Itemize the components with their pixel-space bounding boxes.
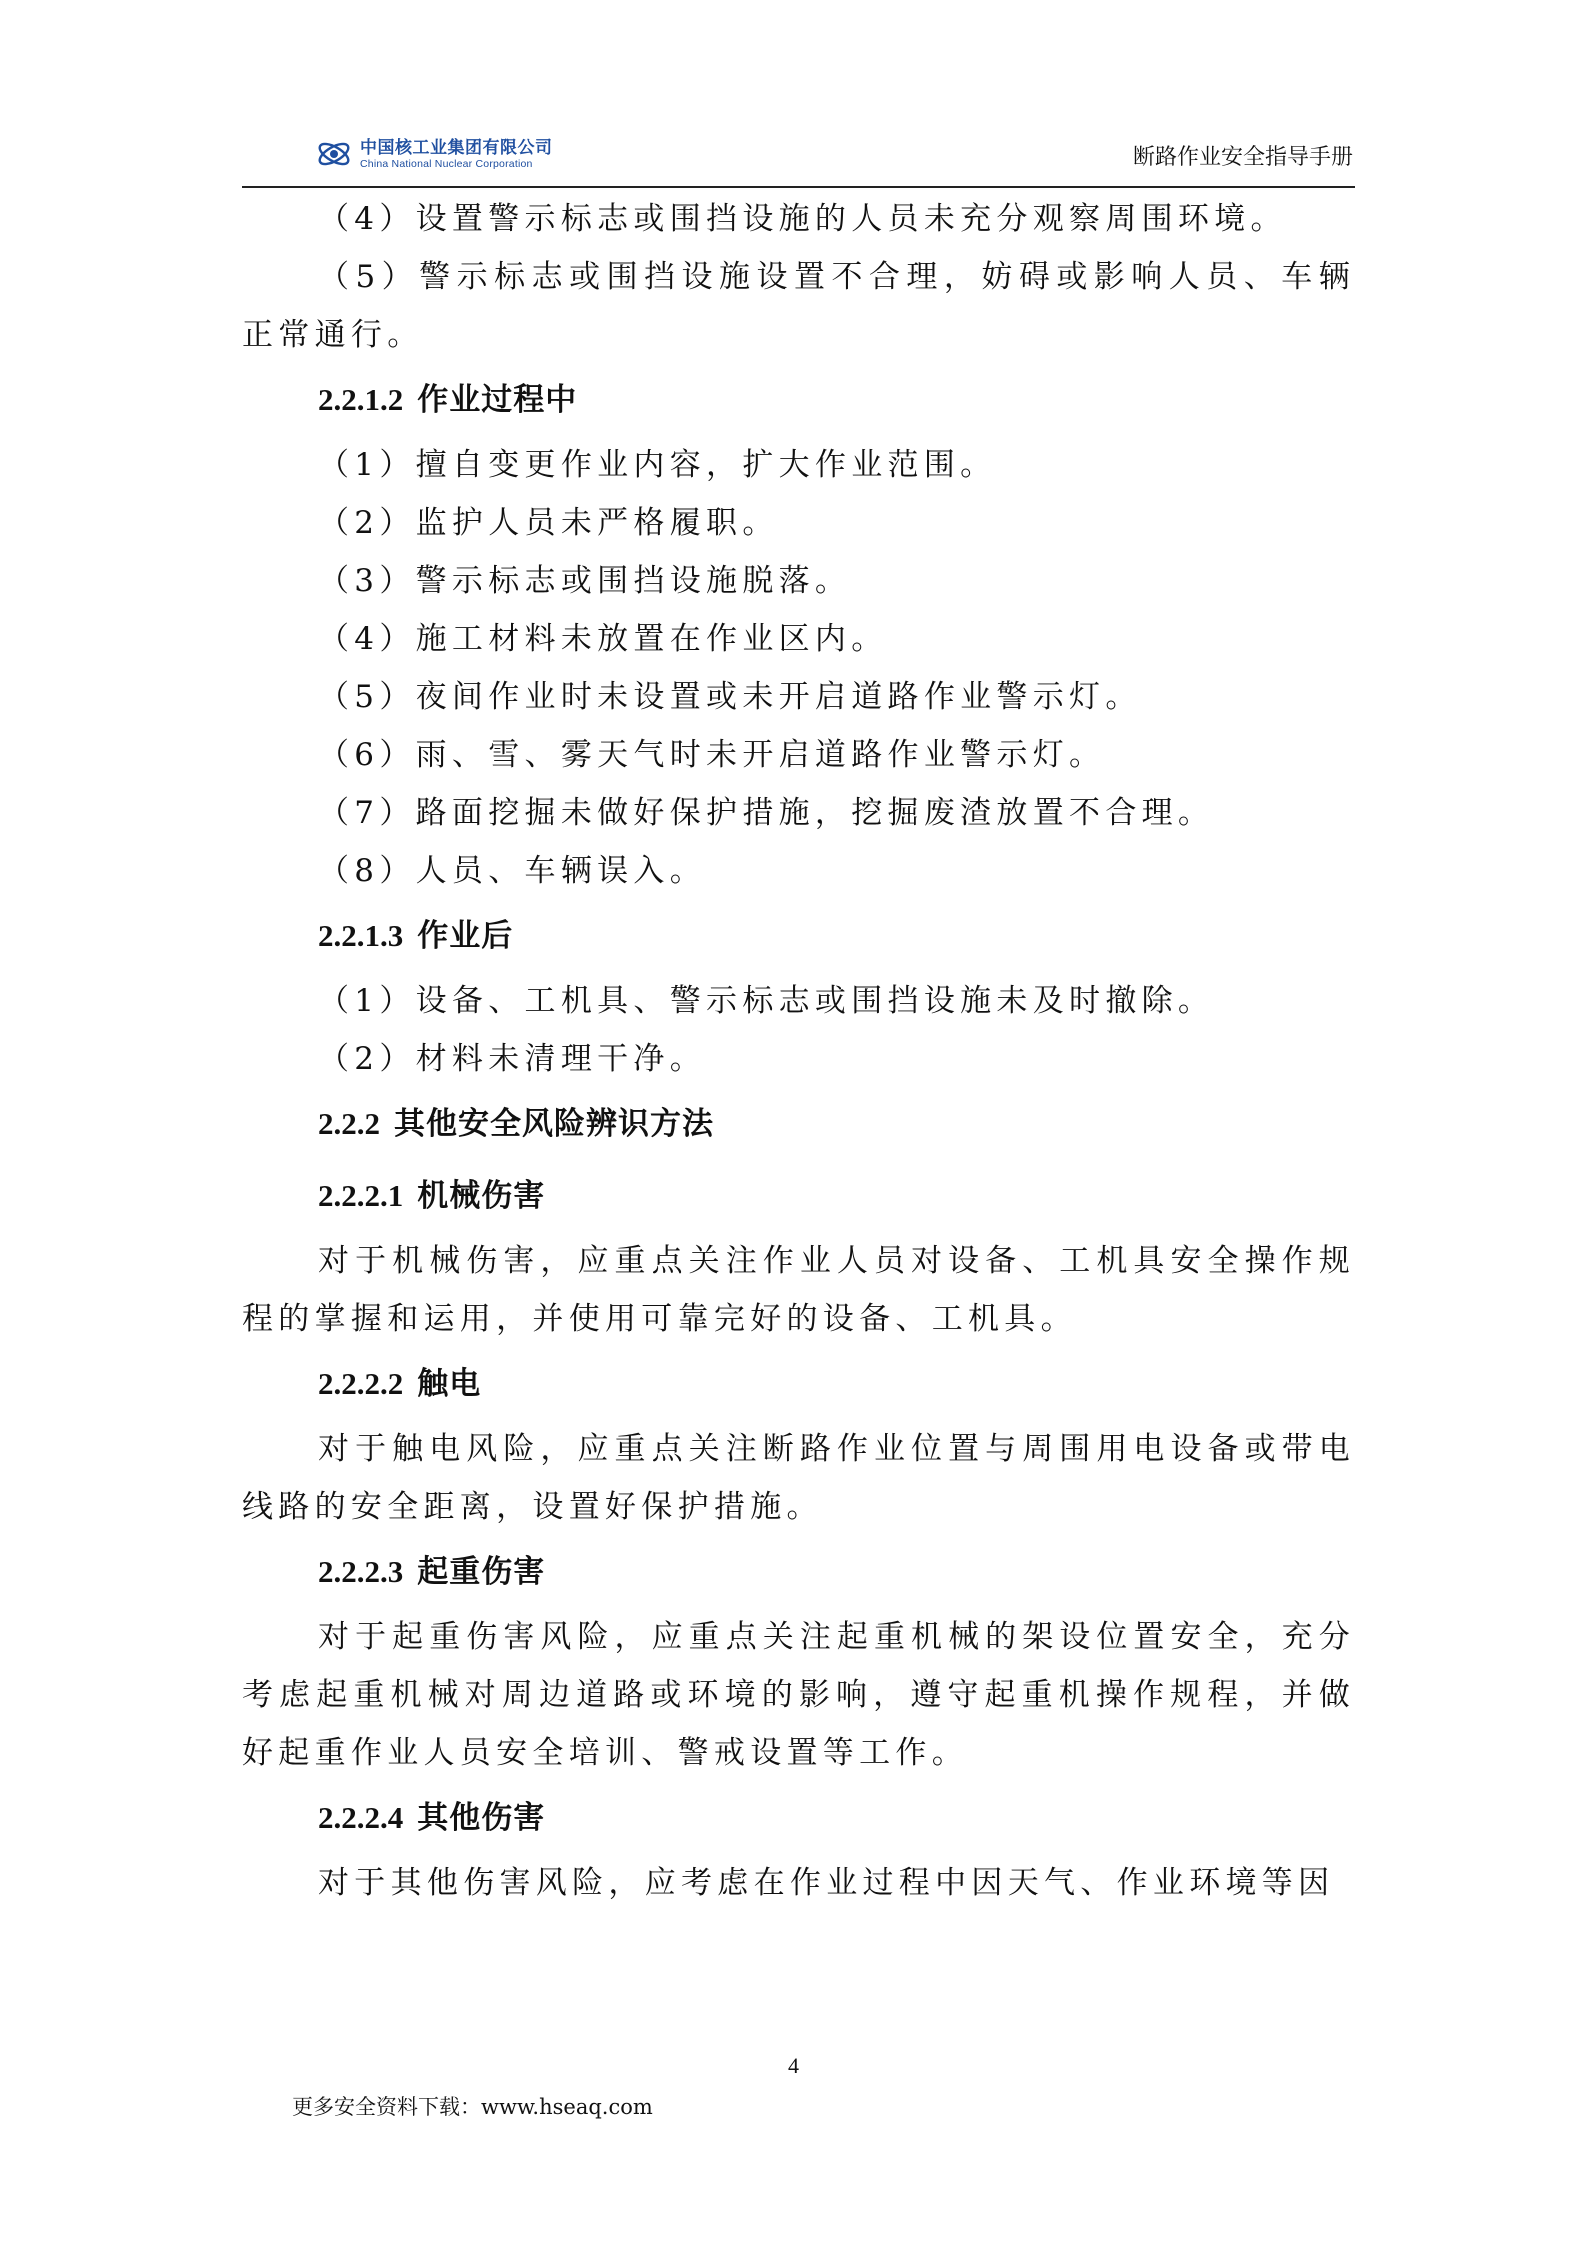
list-item: （2）监护人员未严格履职。 — [318, 505, 779, 541]
company-name-en: China National Nuclear Corporation — [360, 158, 533, 170]
section-number: 2.2.2.1 — [318, 1178, 404, 1213]
list-item: （7）路面挖掘未做好保护措施，挖掘废渣放置不合理。 — [318, 795, 1215, 831]
list-item: （8）人员、车辆误入。 — [318, 853, 707, 889]
section-number: 2.2.2.4 — [318, 1800, 404, 1835]
list-item: （1）设备、工机具、警示标志或围挡设施未及时撤除。 — [318, 983, 1215, 1019]
list-item: （3）警示标志或围挡设施脱落。 — [318, 563, 852, 599]
company-logo — [314, 134, 553, 174]
page-number: 4 — [788, 2053, 799, 2078]
section-heading — [242, 1348, 1355, 1420]
paragraph: 对于其他伤害风险，应考虑在作业过程中因天气、作业环境等因 — [318, 1865, 1335, 1901]
page-header — [242, 128, 1355, 188]
section-heading — [242, 900, 1355, 972]
section-title: 触电 — [417, 1366, 482, 1402]
section-number: 2.2.1.3 — [318, 918, 404, 953]
section-title: 其他安全风险辨识方法 — [394, 1106, 714, 1142]
manual-title: 断路作业安全指导手册 — [1132, 145, 1353, 170]
section-title: 起重伤害 — [417, 1554, 546, 1590]
paragraph: 对于触电风险，应重点关注断路作业位置与周围用电设备或带电线路的安全距离，设置好保护措施。 — [242, 1431, 1355, 1525]
cnnc-logo-icon — [314, 134, 354, 174]
list-item: （6）雨、雪、雾天气时未开启道路作业警示灯。 — [318, 737, 1106, 773]
list-item: （5）夜间作业时未设置或未开启道路作业警示灯。 — [318, 679, 1142, 715]
section-title: 机械伤害 — [417, 1178, 546, 1214]
section-number: 2.2.1.2 — [318, 382, 404, 417]
section-heading — [242, 364, 1355, 436]
list-item: （4）施工材料未放置在作业区内。 — [318, 621, 888, 657]
list-item: （1）擅自变更作业内容，扩大作业范围。 — [318, 447, 997, 483]
section-heading — [242, 1782, 1355, 1854]
page-content — [242, 190, 1355, 1912]
section-title: 作业过程中 — [417, 382, 578, 418]
section-title: 其他伤害 — [417, 1800, 546, 1836]
section-heading — [242, 1088, 1355, 1160]
section-heading — [242, 1536, 1355, 1608]
paragraph: （5）警示标志或围挡设施设置不合理，妨碍或影响人员、车辆正常通行。 — [242, 259, 1355, 353]
section-number: 2.2.2.3 — [318, 1554, 404, 1589]
section-heading — [242, 1160, 1355, 1232]
list-item: （2）材料未清理干净。 — [318, 1041, 707, 1077]
section-number: 2.2.2 — [318, 1106, 380, 1141]
footer-download-link: 更多安全资料下载：www.hseaq.com — [292, 2095, 653, 2119]
section-number: 2.2.2.2 — [318, 1366, 404, 1401]
section-title: 作业后 — [417, 918, 514, 954]
paragraph: （4）设置警示标志或围挡设施的人员未充分观察周围环境。 — [318, 201, 1287, 237]
company-name-cn: 中国核工业集团有限公司 — [360, 138, 553, 158]
paragraph: 对于起重伤害风险，应重点关注起重机械的架设位置安全，充分考虑起重机械对周边道路或环境的影响，遵守起重机操作规程，并做好起重作业人员安全培训、警戒设置等工作。 — [242, 1619, 1355, 1771]
paragraph: 对于机械伤害，应重点关注作业人员对设备、工机具安全操作规程的掌握和运用，并使用可靠完好的设备、工机具。 — [242, 1243, 1355, 1337]
